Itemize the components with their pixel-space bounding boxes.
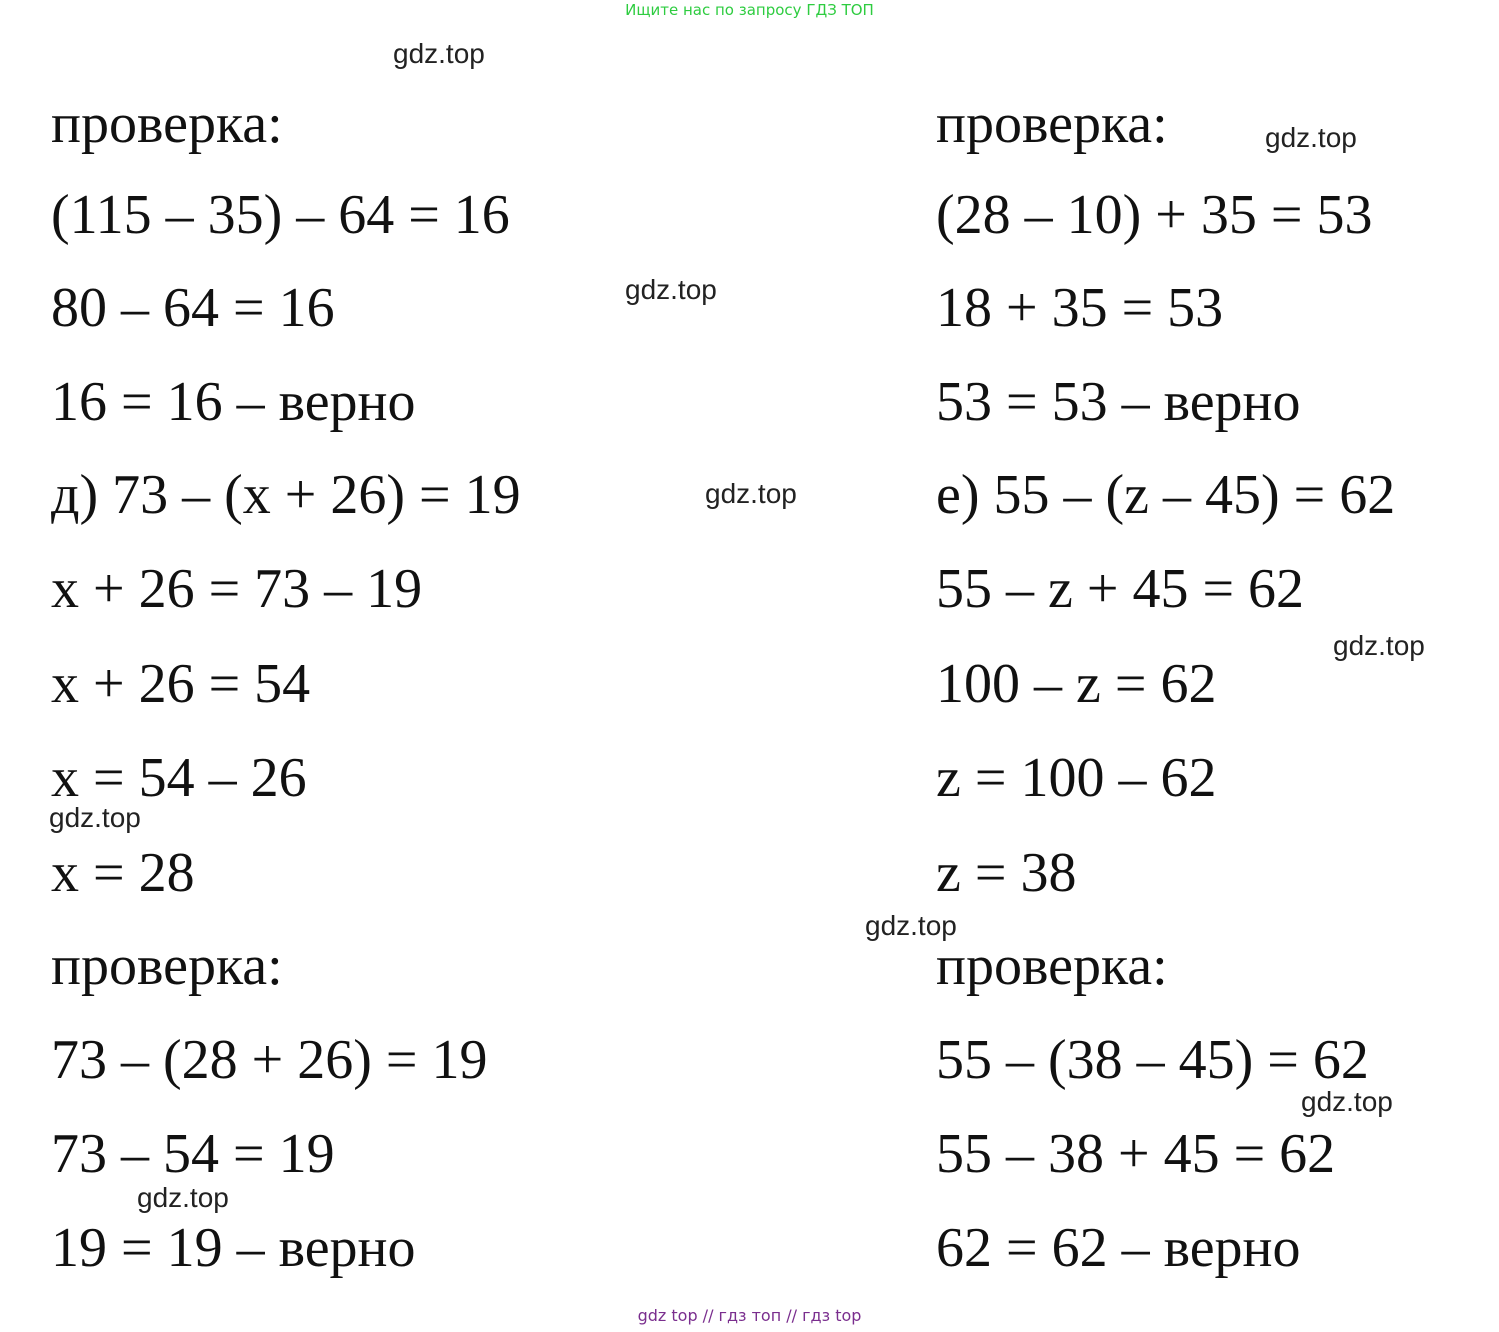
footer-banner: gdz top // гдз топ // гдз top (637, 1306, 862, 1325)
left-line-5: д) 73 – (x + 26) = 19 (51, 464, 521, 526)
right-line-10: проверка: (936, 935, 1168, 997)
left-line-4: 16 = 16 – верно (51, 371, 416, 433)
right-line-13: 62 = 62 – верно (936, 1217, 1301, 1279)
right-line-5: е) 55 – (z – 45) = 62 (936, 464, 1396, 526)
right-line-8: z = 100 – 62 (936, 747, 1217, 809)
watermark-text: gdz.top (393, 38, 485, 69)
right-line-12: 55 – 38 + 45 = 62 (936, 1123, 1336, 1185)
left-line-7: x + 26 = 54 (51, 653, 311, 715)
left-line-12: 73 – 54 = 19 (51, 1123, 335, 1185)
left-line-10: проверка: (51, 935, 283, 997)
watermark-text: gdz.top (1333, 630, 1425, 661)
right-line-2: (28 – 10) + 35 = 53 (936, 184, 1373, 246)
right-line-9: z = 38 (936, 842, 1077, 904)
watermark-text: gdz.top (137, 1182, 229, 1213)
watermark-text: gdz.top (1301, 1086, 1393, 1117)
right-line-11: 55 – (38 – 45) = 62 (936, 1029, 1369, 1091)
left-line-13: 19 = 19 – верно (51, 1217, 416, 1279)
right-line-3: 18 + 35 = 53 (936, 277, 1224, 339)
header-banner: Ищите нас по запросу ГДЗ ТОП (625, 1, 874, 19)
watermark-text: gdz.top (1265, 122, 1357, 153)
watermark-text: gdz.top (625, 274, 717, 305)
right-line-1: проверка: (936, 93, 1168, 155)
left-line-9: x = 28 (51, 842, 195, 904)
left-line-2: (115 – 35) – 64 = 16 (51, 184, 510, 246)
left-line-3: 80 – 64 = 16 (51, 277, 335, 339)
right-line-7: 100 – z = 62 (936, 653, 1217, 715)
right-line-6: 55 – z + 45 = 62 (936, 558, 1305, 620)
watermark-text: gdz.top (705, 478, 797, 509)
left-line-1: проверка: (51, 93, 283, 155)
left-line-11: 73 – (28 + 26) = 19 (51, 1029, 488, 1091)
watermark-text: gdz.top (49, 802, 141, 833)
left-line-8: x = 54 – 26 (51, 747, 307, 809)
right-line-4: 53 = 53 – верно (936, 371, 1301, 433)
left-line-6: x + 26 = 73 – 19 (51, 558, 423, 620)
watermark-text: gdz.top (865, 910, 957, 941)
